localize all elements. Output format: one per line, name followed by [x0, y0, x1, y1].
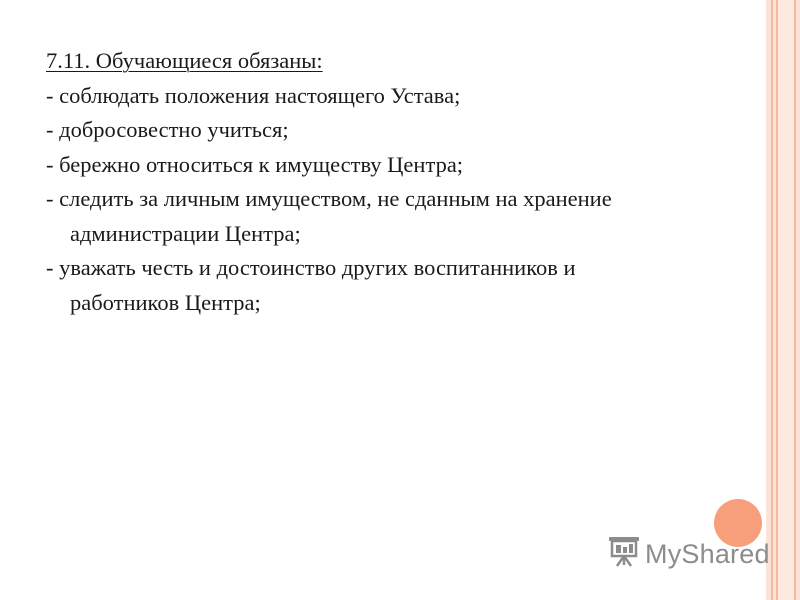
projector-screen-icon [607, 534, 645, 575]
list-item-text: - следить за личным имуществом, не сданным на хранение [46, 186, 612, 211]
list-item [46, 79, 746, 114]
list-item-continuation: администрации Центра; [70, 220, 301, 246]
right-stripe-1 [771, 0, 773, 600]
list-item [46, 113, 746, 148]
list-item-continuation: работников Центра; [70, 289, 261, 315]
right-decorative-fill [778, 0, 794, 600]
slide-content [46, 44, 746, 320]
right-stripe-3 [794, 0, 796, 600]
right-stripe-2 [776, 0, 778, 600]
list-item-text: - уважать честь и достоинство других воспитанников и [46, 255, 576, 280]
list-item [46, 148, 746, 183]
list-item [46, 251, 746, 320]
list-item-text: - соблюдать положения настоящего Устава; [46, 82, 461, 108]
list-item [46, 182, 746, 251]
watermark-logo[interactable] [607, 537, 770, 571]
watermark-text: MyShared [645, 538, 770, 569]
list-item-text: - добросовестно учиться; [46, 117, 289, 142]
list-item-text: - бережно относиться к имуществу Центра; [46, 151, 464, 177]
slide-heading: 7.11. Обучающиеся обязаны: [46, 48, 323, 73]
